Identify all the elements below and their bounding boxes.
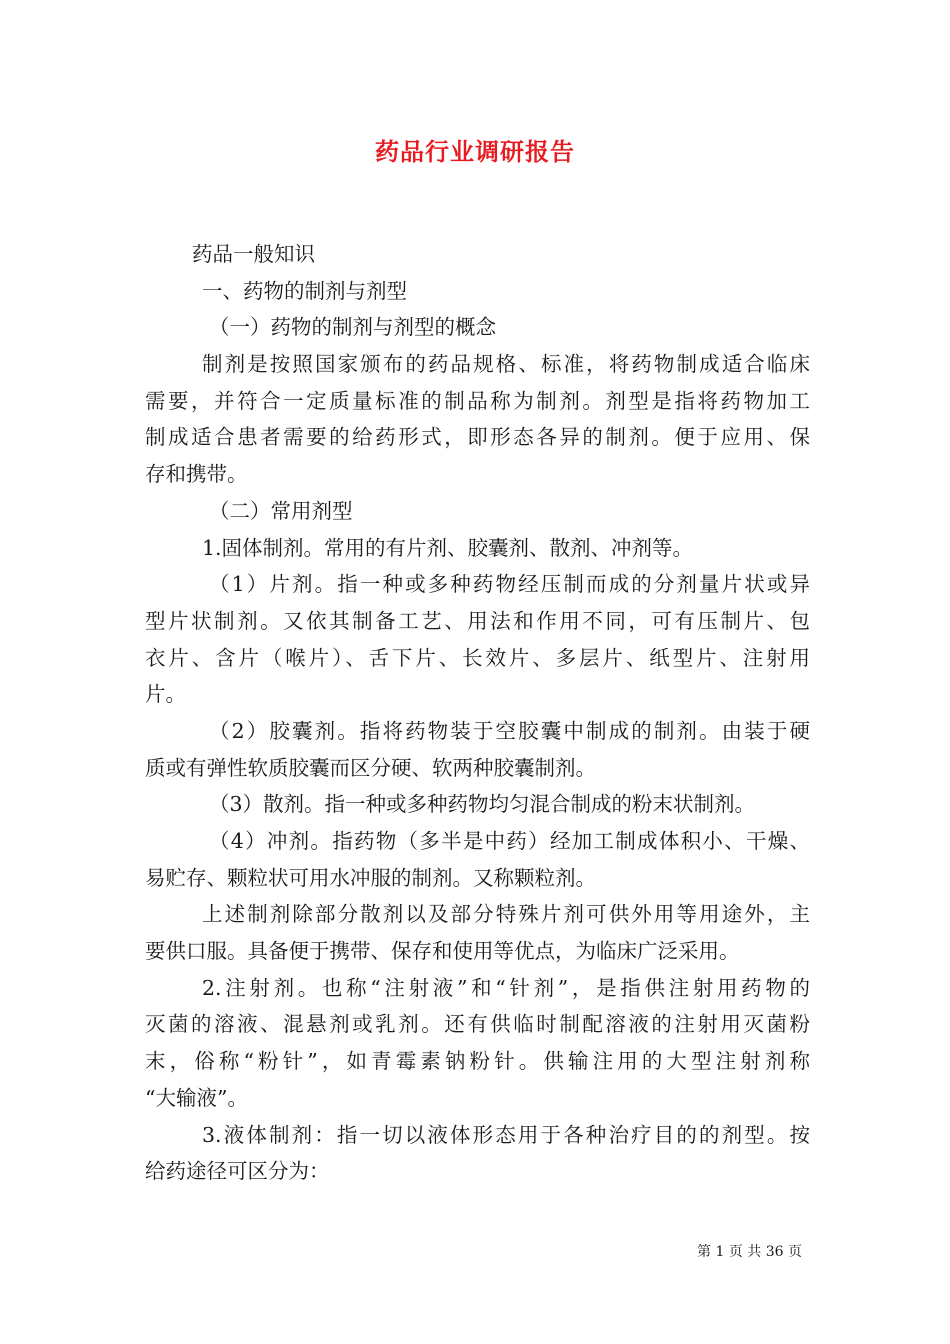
text-line: 末，俗称“粉针”，如青霉素钠粉针。供输注用的大型注射剂称 — [145, 1049, 810, 1074]
text-line: 质或有弹性软质胶囊而区分硬、软两种胶囊制剂。 — [145, 755, 596, 780]
text-line: 药品一般知识 — [192, 242, 315, 266]
text-line: 上述制剂除部分散剂以及部分特殊片剂可供外用等用途外，主 — [202, 902, 810, 927]
text-line: 要供口服。具备便于携带、保存和使用等优点，为临床广泛采用。 — [145, 939, 740, 964]
text-line: （4）冲剂。指药物（多半是中药）经加工制成体积小、干燥、 — [209, 829, 810, 853]
text-line: （2）胶囊剂。指将药物装于空胶囊中制成的制剂。由装于硬 — [209, 718, 810, 743]
text-line: 1.固体制剂。常用的有片剂、胶囊剂、散剂、冲剂等。 — [202, 535, 694, 560]
text-line: （二）常用剂型 — [209, 498, 353, 523]
text-line: 片。 — [145, 682, 186, 707]
text-line: （一）药物的制剂与剂型的概念 — [209, 315, 496, 340]
text-line: 3.液体制剂：指一切以液体形态用于各种治疗目的的剂型。按 — [202, 1122, 810, 1147]
text-line: 给药途径可区分为： — [145, 1159, 330, 1184]
text-line: （1）片剂。指一种或多种药物经压制而成的分剂量片状或异 — [209, 572, 810, 597]
text-line: 易贮存、颗粒状可用水冲服的制剂。又称颗粒剂。 — [145, 865, 596, 890]
page-number-footer: 第 1 页 共 36 页 — [697, 1244, 802, 1260]
text-line: 制剂是按照国家颁布的药品规格、标准，将药物制成适合临床 — [202, 352, 810, 377]
text-line: “大输液”。 — [145, 1085, 248, 1110]
text-line: 衣片、含片（喉片）、舌下片、长效片、多层片、纸型片、注射用 — [145, 645, 810, 670]
text-line: 制成适合患者需要的给药形式，即形态各异的制剂。便于应用、保 — [145, 425, 810, 450]
text-line: 存和携带。 — [145, 462, 248, 487]
text-line: 型片状制剂。又依其制备工艺、用法和作用不同，可有压制片、包 — [145, 608, 810, 633]
page-title: 药品行业调研报告 — [375, 137, 575, 166]
text-line: 灭菌的溶液、混悬剂或乳剂。还有供临时制配溶液的注射用灭菌粉 — [145, 1012, 810, 1037]
text-line: 一、药物的制剂与剂型 — [202, 278, 407, 303]
text-line: 需要，并符合一定质量标准的制品称为制剂。剂型是指将药物加工 — [145, 388, 810, 413]
document-body — [145, 236, 810, 1190]
text-line: 2.注射剂。也称“注射液”和“针剂”，是指供注射用药物的 — [202, 975, 810, 1000]
text-line: （3）散剂。指一种或多种药物均匀混合制成的粉末状制剂。 — [209, 792, 756, 817]
